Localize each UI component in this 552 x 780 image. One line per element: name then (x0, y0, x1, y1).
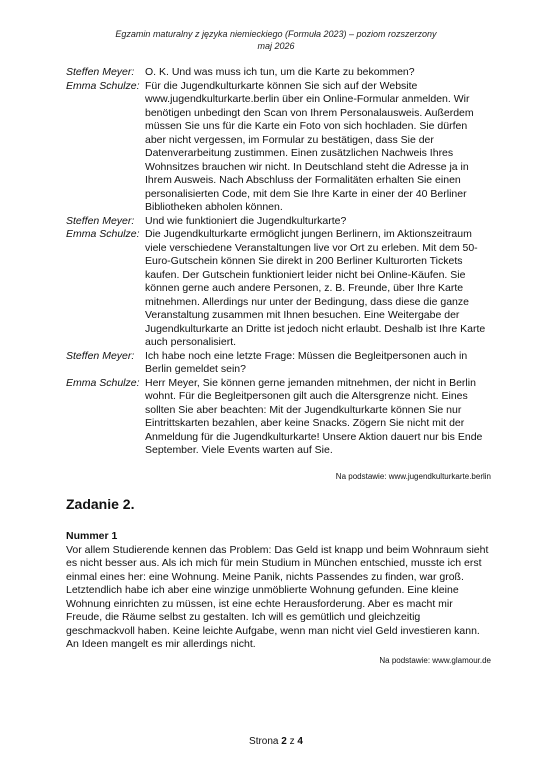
dialog-transcript (66, 66, 491, 483)
speaker-name: Steffen Meyer: (66, 214, 135, 227)
header-exam-title: Egzamin maturalny z języka niemieckiego (Formuła 2023) – poziom rozszerzony (115, 29, 437, 39)
source-citation: Na podstawie: www.glamour.de (379, 655, 491, 665)
footer-prefix: Strona (249, 736, 282, 747)
footer-page-total: 4 (297, 736, 303, 747)
dialog-turn (66, 80, 491, 215)
speech-text: Und wie funktioniert die Jugendkulturkarte? (145, 214, 347, 227)
text-number-heading: Nummer 1 (66, 530, 118, 542)
dialog-turn (66, 215, 491, 229)
speech-text: Ich habe noch eine letzte Frage: Müssen die Begleitpersonen auch in Berlin gemeldet sein? (145, 349, 468, 375)
dialog-turn (66, 66, 491, 80)
speaker-name: Emma Schulze: (66, 79, 140, 92)
task-title: Zadanie 2. (66, 496, 135, 512)
source-citation: Na podstawie: www.jugendkulturkarte.berlin (335, 471, 491, 481)
speaker-name: Steffen Meyer: (66, 349, 135, 362)
footer-page-number: 2 (281, 736, 287, 747)
speech-text: O. K. Und was muss ich tun, um die Karte zu bekommen? (145, 66, 415, 78)
header-date: maj 2026 (257, 41, 295, 51)
page-footer (0, 736, 552, 747)
dialog-turn (66, 228, 491, 350)
task-section (66, 496, 491, 667)
task-text: Vor allem Studierende kennen das Problem: Das Geld ist knapp und beim Wohnraum sieht es nicht besser aus. Als ich mich für mein Studium in München entschied, musste ich erst einmal eines her: eine Wohnung. Meine Panik, nichts Passendes zu finden, war groß. Letztendlich habe ich aber eine winzige unmöblierte Wohnung gefunden. Eine kleine Wohnung einrichten zu müssen, ist eine echte Herausforderung. Aber es macht mir Freude, die Räume selbst zu gestalten. Ich will es gemütlich und gleichzeitig geschmackvoll haben. Keine leichte Aufgabe, wenn man nicht viel Geld investieren kann. An Ideen mangelt es mir allerdings nicht. (66, 543, 489, 650)
speech-text: Für die Jugendkulturkarte können Sie sich auf der Website www.jugendkulturkarte.berlin über ein Online-Formular anmelden. Wir benötigen unbedingt den Scan von Ihrem Personalausweis. Außerdem müssen Sie uns für die Karte ein Foto von sich hochladen. Sie dürfen aber nicht vergessen, im Formular zu bestätigen, dass Sie der Datenverarbeitung zustimmen. Einen zusätzlichen Nachweis Ihres Wohnsitzes brauchen wir nicht. In Deutschland steht die Adresse ja in Ihrem Ausweis. Nach Abschluss der Formalitäten erhalten Sie einen personalisierten Code, mit dem Sie Ihre Karte in einer der 40 Berliner Bibliotheken abholen können. (145, 79, 474, 213)
speaker-name: Emma Schulze: (66, 376, 140, 389)
dialog-turn (66, 350, 491, 377)
footer-middle: z (286, 736, 298, 747)
speaker-name: Steffen Meyer: (66, 66, 135, 78)
speech-text: Herr Meyer, Sie können gerne jemanden mitnehmen, der nicht in Berlin wohnt. Für die Begleitpersonen gilt auch die Altersgrenze nicht. Eines sollten Sie aber beachten: Mit der Jugendkulturkarte können Sie nur Eintrittskarten bezahlen, aber keine Snacks. Zögern Sie nicht mit der Anmeldung für die Jugendkulturkarte! Unsere Aktion dauert nur bis Ende September. Viele Events warten auf Sie. (145, 376, 483, 456)
page-header (0, 28, 552, 52)
dialog-turn (66, 377, 491, 458)
speaker-name: Emma Schulze: (66, 228, 140, 240)
speech-text: Die Jugendkulturkarte ermöglicht jungen Berlinern, im Aktionszeitraum viele verschiedene Veranstaltungen live vor Ort zu erleben. Mit dem 50-Euro-Gutschein können Sie direkt in 200 Berliner Kulturorten Tickets kaufen. Der Gutschein funktioniert leider nicht bei Online-Käufen. Sie können gerne auch andere Personen, z. B. Freunde, über Ihre Karte mitnehmen. Allerdings nur unter der Bedingung, dass diese die ganze Veranstaltung zusammen mit Ihnen besuchen. Eine Weitergabe der Jugendkulturkarte an Dritte ist jedoch nicht erlaubt. Deshalb ist Ihre Karte auch personalisiert. (145, 228, 486, 348)
